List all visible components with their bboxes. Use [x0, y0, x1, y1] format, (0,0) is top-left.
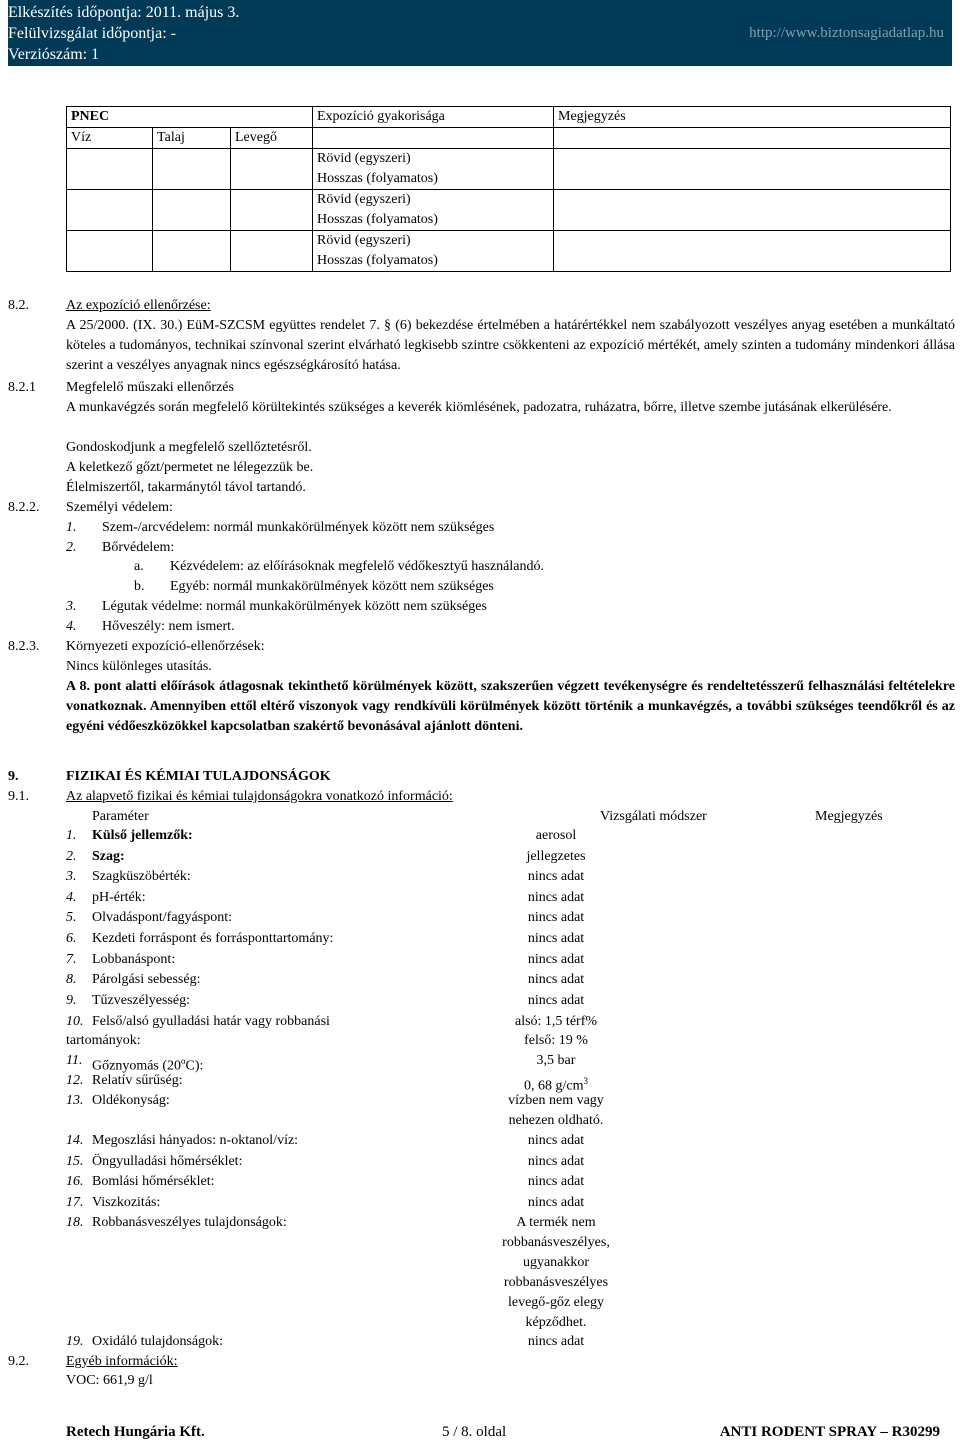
property-label: pH-érték: — [92, 889, 146, 905]
item-number: 2. — [66, 540, 77, 555]
col-param: Paraméter — [92, 809, 149, 824]
property-value: nincs adat — [527, 1174, 585, 1189]
pnec-freq-cell — [313, 190, 554, 231]
property-label: Párolgási sebesség: — [92, 972, 201, 988]
property-value: nincs adat — [527, 1133, 585, 1148]
item-number: 1. — [66, 520, 77, 535]
property-label: Szagküszöbérték: — [92, 869, 191, 885]
property-label: Felső/alsó gyulladási határ vagy robbanási — [92, 1014, 330, 1029]
section-9-2-number: 9.2. — [8, 1354, 29, 1369]
property-value: aerosol — [535, 828, 577, 843]
col-method: Vizsgálati módszer — [600, 809, 707, 824]
freq-long: Hosszas (folyamatos) — [317, 171, 438, 186]
property-value: nincs adat — [527, 972, 585, 988]
footer-page: 5 / 8. oldal — [442, 1424, 507, 1440]
property-number: 3. — [66, 869, 77, 885]
property-number: 7. — [66, 951, 77, 967]
pnec-title: PNEC — [67, 107, 313, 128]
property-number: 1. — [66, 828, 77, 843]
property-value: nincs adat — [527, 889, 585, 905]
section-8-2-1-text: A munkavégzés során megfelelő körültekintés szükséges a keverék kiömlésének, padozatra, ruházatra, bőrre, illetve szembe jutásának elkerülésére. — [66, 400, 892, 415]
col-water: Víz — [67, 128, 153, 149]
property-label: Gőznyomás (20$^o$C): — [92, 1056, 204, 1074]
version-number: Verziószám: 1 — [8, 46, 100, 63]
property-value: alsó: 1,5 térf% — [514, 1014, 598, 1029]
property-number: 19. — [66, 1334, 84, 1349]
voc-value: VOC: 661,9 g/l — [66, 1373, 153, 1388]
property-label: Tűzveszélyesség: — [92, 992, 190, 1008]
property-label: Külső jellemzők: — [92, 828, 193, 843]
footer-product: ANTI RODENT SPRAY – R30299 — [719, 1424, 940, 1440]
property-number: 9. — [66, 992, 77, 1008]
section-8-2-3-text: Nincs különleges utasítás. — [66, 659, 212, 674]
property-label: Öngyulladási hőmérséklet: — [92, 1153, 243, 1169]
property-number: 2. — [66, 848, 77, 864]
page-header — [8, 0, 952, 66]
property-value: 3,5 bar — [536, 1053, 576, 1068]
vapor-line: A keletkező gőzt/permetet ne lélegezzük be. — [66, 460, 314, 475]
section-8-2-1-number: 8.2.1 — [8, 380, 36, 395]
property-number: 17. — [66, 1194, 84, 1210]
section-8-2-1-title: Megfelelő műszaki ellenőrzés — [66, 380, 234, 395]
freq-short: Rövid (egyszeri) — [317, 151, 411, 166]
section-9-2-title: Egyéb információk: — [66, 1354, 178, 1369]
section-8-2-2-title: Személyi védelem: — [66, 500, 173, 515]
col-air: Levegő — [230, 128, 312, 149]
item-letter: a. — [134, 559, 144, 574]
section-9-1-title: Az alapvető fizikai és kémiai tulajdonságokra vonatkozó információ: — [66, 789, 453, 804]
section-8-2-title: Az expozíció ellenőrzése: — [66, 298, 211, 313]
freq-header: Expozíció gyakorisága — [313, 107, 554, 128]
created-date: Elkészítés időpontja: 2011. május 3. — [8, 4, 240, 21]
property-number: 16. — [66, 1174, 84, 1189]
property-value: nincs adat — [527, 931, 585, 946]
item-number: 3. — [66, 599, 77, 614]
property-value: 0, 68 $g/cm^3$ — [524, 1076, 588, 1094]
respiratory-protection: Légutak védelme: normál munkakörülmények között nem szükséges — [102, 599, 487, 614]
property-label: tartományok: — [66, 1033, 141, 1048]
property-value: nehezen oldható. — [508, 1113, 604, 1128]
eye-protection: Szem-/arcvédelem: normál munkakörülmények között nem szükséges — [102, 520, 495, 535]
property-value: felső: 19 % — [524, 1033, 588, 1048]
property-value: nincs adat — [527, 869, 585, 885]
section-8-2-2-number: 8.2.2. — [8, 500, 40, 515]
property-label: Szag: — [92, 848, 125, 864]
pnec-freq-cell — [313, 231, 554, 272]
property-label: Robbanásveszélyes tulajdonságok: — [92, 1215, 287, 1230]
revision-date: Felülvizsgálat időpontja: - — [8, 25, 176, 42]
property-number: 14. — [66, 1133, 84, 1148]
property-value: nincs adat — [527, 992, 585, 1008]
col-note: Megjegyzés — [815, 809, 883, 824]
hand-protection: Kézvédelem: az előírásoknak megfelelő védőkesztyű használandó. — [170, 559, 544, 574]
property-value: nincs adat — [527, 951, 585, 967]
property-number: 18. — [66, 1215, 84, 1230]
property-value: nincs adat — [527, 1194, 585, 1210]
item-number: 4. — [66, 619, 77, 634]
section-8-note: A 8. pont alatti előírások átlagosnak tekinthető körülmények között, szakszerűen végzett tevékenységre és rendeltetésszerű felhasználási feltételekre vonatkoznak. Amennyiben ettől eltérő viszonyok vagy rendkívüli körülmények között történik a munkavégzés, a további szükséges teendőkről és az egyéni védőeszközökkel kapcsolatban szakértő bevonásával ajánlott dönteni. — [66, 679, 955, 734]
footer-company: Retech Hungária Kft. — [66, 1424, 205, 1440]
property-number: 6. — [66, 931, 77, 946]
freq-long: Hosszas (folyamatos) — [317, 253, 438, 268]
property-label: Megoszlási hányados: n-oktanol/víz: — [92, 1133, 299, 1148]
property-value: nincs adat — [527, 1153, 585, 1169]
property-value: A termék nem robbanásveszélyes, ugyanakkor robbanásveszélyes levegő-gőz elegy képződhet. — [502, 1215, 610, 1330]
other-protection: Egyéb: normál munkakörülmények között nem szükséges — [170, 579, 494, 594]
ventilation-line: Gondoskodjunk a megfelelő szellőztetésről. — [66, 440, 312, 455]
property-number: 13. — [66, 1093, 84, 1108]
header-url[interactable]: http://www.biztonsagiadatlap.hu — [749, 25, 944, 41]
property-label: Lobbanáspont: — [92, 951, 176, 967]
freq-short: Rövid (egyszeri) — [317, 192, 411, 207]
skin-protection: Bőrvédelem: — [102, 540, 175, 555]
property-label: Oxidáló tulajdonságok: — [92, 1334, 224, 1349]
property-number: 15. — [66, 1153, 84, 1169]
property-value: vízben nem vagy — [508, 1093, 604, 1108]
property-number: 4. — [66, 889, 77, 905]
property-number: 5. — [66, 910, 77, 926]
property-number: 11. — [66, 1053, 83, 1068]
property-number: 8. — [66, 972, 77, 988]
pnec-table — [66, 106, 951, 272]
freq-long: Hosszas (folyamatos) — [317, 212, 438, 227]
food-line: Élelmiszertől, takarmánytól távol tartandó. — [66, 480, 306, 495]
property-label: Viszkozitás: — [92, 1194, 161, 1210]
property-label: Oldékonyság: — [92, 1093, 170, 1108]
property-value: nincs adat — [527, 910, 585, 926]
section-8-2-text: A 25/2000. (IX. 30.) EüM-SZCSM együttes rendelet 7. § (6) bekezdése értelmében a határértékkel nem szabályozott veszélyes anyag esetében a munkáltató köteles a tudományos, technikai színvonal szerint elvárható legkisebb szintre csökkenteni az expozíció mértékét, amely szinten a tudomány mindenkori állása szerint a veszélyes anyagnak nincs egészségkárosító hatása. — [66, 318, 955, 373]
section-9-1-number: 9.1. — [8, 789, 29, 804]
property-number: 12. — [66, 1073, 84, 1088]
thermal-hazard: Hőveszély: nem ismert. — [102, 619, 235, 634]
header-lines — [8, 2, 239, 65]
section-8-2-3-number: 8.2.3. — [8, 639, 40, 654]
property-label: Olvadáspont/fagyáspont: — [92, 910, 232, 926]
section-8-2-number: 8.2. — [8, 298, 29, 313]
note-header: Megjegyzés — [554, 107, 951, 128]
section-9-number: 9. — [8, 769, 19, 784]
pnec-freq-cell — [313, 149, 554, 190]
property-number: 10. — [66, 1014, 84, 1029]
property-label: Bomlási hőmérséklet: — [92, 1174, 215, 1189]
property-value: jellegzetes — [526, 848, 586, 864]
property-value: nincs adat — [527, 1334, 585, 1349]
section-9-title: FIZIKAI ÉS KÉMIAI TULAJDONSÁGOK — [66, 769, 331, 784]
item-letter: b. — [134, 579, 145, 594]
property-label: Kezdeti forráspont és forrásponttartomány: — [92, 931, 334, 946]
section-8-2-3-title: Környezeti expozíció-ellenőrzések: — [66, 639, 265, 654]
col-soil: Talaj — [153, 128, 231, 149]
freq-short: Rövid (egyszeri) — [317, 233, 411, 248]
property-label: Relatív sűrűség: — [92, 1073, 183, 1088]
